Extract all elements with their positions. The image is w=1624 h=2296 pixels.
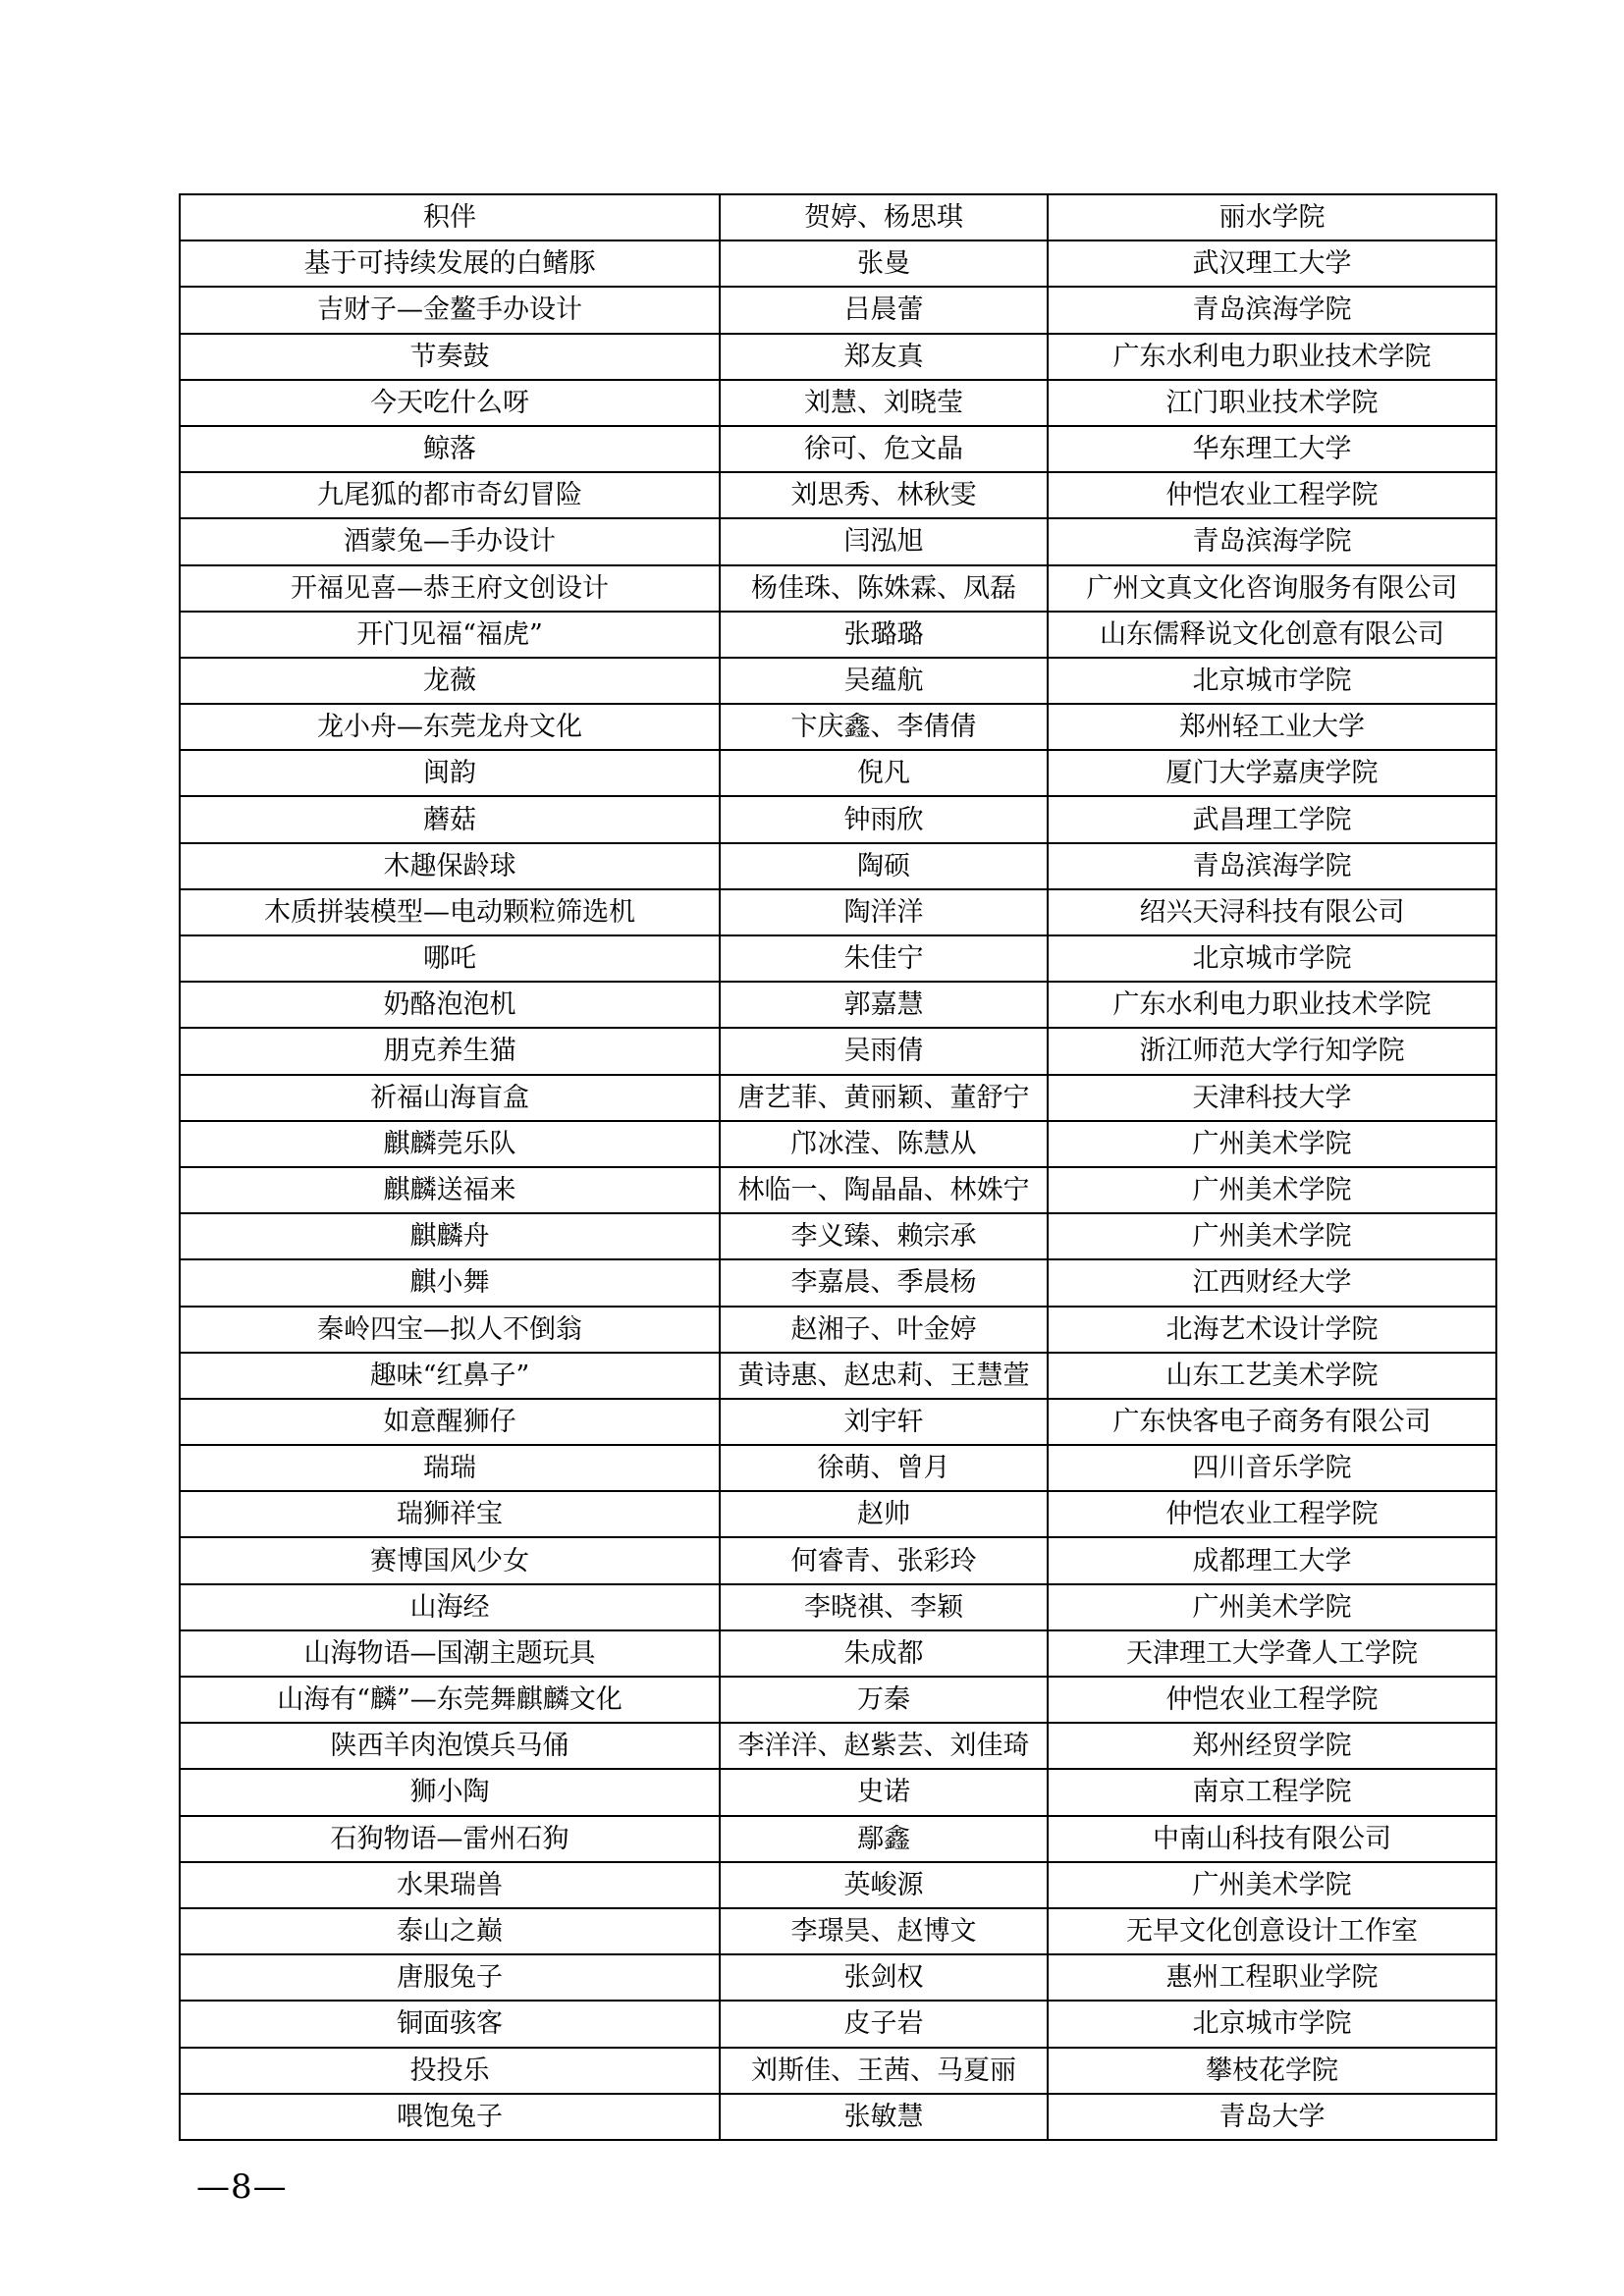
author-names-cell: 钟雨欣 bbox=[720, 796, 1048, 842]
institution-cell: 北海艺术设计学院 bbox=[1048, 1307, 1496, 1353]
author-names-cell: 吕晨蕾 bbox=[720, 287, 1048, 333]
author-names-cell: 唐艺菲、黄丽颖、董舒宁 bbox=[720, 1075, 1048, 1121]
institution-cell: 广州美术学院 bbox=[1048, 1121, 1496, 1167]
author-names-cell: 徐萌、曾月 bbox=[720, 1445, 1048, 1491]
author-names-cell: 鄢鑫 bbox=[720, 1816, 1048, 1862]
institution-cell: 广东水利电力职业技术学院 bbox=[1048, 334, 1496, 380]
table-row bbox=[180, 1028, 1496, 1074]
work-title-cell: 开福见喜—恭王府文创设计 bbox=[180, 565, 720, 612]
work-title-cell: 瑞狮祥宝 bbox=[180, 1491, 720, 1537]
institution-cell: 江门职业技术学院 bbox=[1048, 380, 1496, 426]
institution-cell: 天津科技大学 bbox=[1048, 1075, 1496, 1121]
author-names-cell: 徐可、危文晶 bbox=[720, 426, 1048, 472]
institution-cell: 广州美术学院 bbox=[1048, 1862, 1496, 1908]
author-names-cell: 郭嘉慧 bbox=[720, 982, 1048, 1028]
institution-cell: 广州美术学院 bbox=[1048, 1213, 1496, 1259]
table-row bbox=[180, 1075, 1496, 1121]
table-row bbox=[180, 1862, 1496, 1908]
work-title-cell: 龙小舟—东莞龙舟文化 bbox=[180, 704, 720, 750]
work-title-cell: 石狗物语—雷州石狗 bbox=[180, 1816, 720, 1862]
institution-cell: 郑州经贸学院 bbox=[1048, 1723, 1496, 1769]
author-names-cell: 李义臻、赖宗承 bbox=[720, 1213, 1048, 1259]
institution-cell: 南京工程学院 bbox=[1048, 1769, 1496, 1815]
award-list-table bbox=[179, 193, 1497, 2141]
author-names-cell: 李璟昊、赵博文 bbox=[720, 1908, 1048, 1954]
institution-cell: 广东水利电力职业技术学院 bbox=[1048, 982, 1496, 1028]
author-names-cell: 陶洋洋 bbox=[720, 889, 1048, 935]
table-row bbox=[180, 1213, 1496, 1259]
institution-cell: 四川音乐学院 bbox=[1048, 1445, 1496, 1491]
author-names-cell: 倪凡 bbox=[720, 750, 1048, 796]
author-names-cell: 何睿青、张彩玲 bbox=[720, 1537, 1048, 1583]
institution-cell: 北京城市学院 bbox=[1048, 658, 1496, 704]
table-row bbox=[180, 1723, 1496, 1769]
institution-cell: 武昌理工学院 bbox=[1048, 796, 1496, 842]
author-names-cell: 张曼 bbox=[720, 240, 1048, 287]
table-row bbox=[180, 658, 1496, 704]
institution-cell: 丽水学院 bbox=[1048, 194, 1496, 240]
work-title-cell: 节奏鼓 bbox=[180, 334, 720, 380]
institution-cell: 山东儒释说文化创意有限公司 bbox=[1048, 612, 1496, 658]
table-row bbox=[180, 1677, 1496, 1723]
author-names-cell: 刘思秀、林秋雯 bbox=[720, 472, 1048, 518]
table-row bbox=[180, 1816, 1496, 1862]
work-title-cell: 九尾狐的都市奇幻冒险 bbox=[180, 472, 720, 518]
author-names-cell: 刘斯佳、王茜、马夏丽 bbox=[720, 2048, 1048, 2094]
author-names-cell: 刘慧、刘晓莹 bbox=[720, 380, 1048, 426]
table-row bbox=[180, 1121, 1496, 1167]
work-title-cell: 赛博国风少女 bbox=[180, 1537, 720, 1583]
institution-cell: 广东快客电子商务有限公司 bbox=[1048, 1399, 1496, 1445]
work-title-cell: 开门见福“福虎” bbox=[180, 612, 720, 658]
table-row bbox=[180, 750, 1496, 796]
table-row bbox=[180, 1353, 1496, 1399]
institution-cell: 北京城市学院 bbox=[1048, 2001, 1496, 2047]
author-names-cell: 朱成都 bbox=[720, 1630, 1048, 1677]
institution-cell: 无早文化创意设计工作室 bbox=[1048, 1908, 1496, 1954]
table-row bbox=[180, 1537, 1496, 1583]
work-title-cell: 今天吃什么呀 bbox=[180, 380, 720, 426]
institution-cell: 广州文真文化咨询服务有限公司 bbox=[1048, 565, 1496, 612]
author-names-cell: 贺婷、杨思琪 bbox=[720, 194, 1048, 240]
author-names-cell: 吴雨倩 bbox=[720, 1028, 1048, 1074]
work-title-cell: 瑞瑞 bbox=[180, 1445, 720, 1491]
author-names-cell: 郑友真 bbox=[720, 334, 1048, 380]
institution-cell: 郑州轻工业大学 bbox=[1048, 704, 1496, 750]
author-names-cell: 吴蕴航 bbox=[720, 658, 1048, 704]
author-names-cell: 黄诗惠、赵忠莉、王慧萱 bbox=[720, 1353, 1048, 1399]
table-row bbox=[180, 2048, 1496, 2094]
work-title-cell: 喂饱兔子 bbox=[180, 2094, 720, 2140]
work-title-cell: 泰山之巅 bbox=[180, 1908, 720, 1954]
table-row bbox=[180, 704, 1496, 750]
table-row bbox=[180, 565, 1496, 612]
author-names-cell: 卞庆鑫、李倩倩 bbox=[720, 704, 1048, 750]
author-names-cell: 邝冰滢、陈慧从 bbox=[720, 1121, 1048, 1167]
author-names-cell: 李嘉晨、季晨杨 bbox=[720, 1259, 1048, 1306]
author-names-cell: 闫泓旭 bbox=[720, 518, 1048, 564]
author-names-cell: 陶硕 bbox=[720, 843, 1048, 889]
table-row bbox=[180, 426, 1496, 472]
table-row bbox=[180, 612, 1496, 658]
table-row bbox=[180, 889, 1496, 935]
institution-cell: 仲恺农业工程学院 bbox=[1048, 1491, 1496, 1537]
institution-cell: 惠州工程职业学院 bbox=[1048, 1954, 1496, 2001]
institution-cell: 中南山科技有限公司 bbox=[1048, 1816, 1496, 1862]
table-row bbox=[180, 1445, 1496, 1491]
work-title-cell: 朋克养生猫 bbox=[180, 1028, 720, 1074]
institution-cell: 天津理工大学聋人工学院 bbox=[1048, 1630, 1496, 1677]
table-row bbox=[180, 1769, 1496, 1815]
institution-cell: 仲恺农业工程学院 bbox=[1048, 1677, 1496, 1723]
institution-cell: 广州美术学院 bbox=[1048, 1584, 1496, 1630]
institution-cell: 广州美术学院 bbox=[1048, 1167, 1496, 1213]
author-names-cell: 万秦 bbox=[720, 1677, 1048, 1723]
work-title-cell: 鲸落 bbox=[180, 426, 720, 472]
work-title-cell: 唐服兔子 bbox=[180, 1954, 720, 2001]
author-names-cell: 史诺 bbox=[720, 1769, 1048, 1815]
work-title-cell: 麒麟莞乐队 bbox=[180, 1121, 720, 1167]
author-names-cell: 赵湘子、叶金婷 bbox=[720, 1307, 1048, 1353]
table-row bbox=[180, 935, 1496, 982]
table-row bbox=[180, 518, 1496, 564]
author-names-cell: 刘宇轩 bbox=[720, 1399, 1048, 1445]
table-row bbox=[180, 1167, 1496, 1213]
institution-cell: 北京城市学院 bbox=[1048, 935, 1496, 982]
work-title-cell: 奶酪泡泡机 bbox=[180, 982, 720, 1028]
author-names-cell: 张敏慧 bbox=[720, 2094, 1048, 2140]
table-row bbox=[180, 1584, 1496, 1630]
table-row bbox=[180, 796, 1496, 842]
work-title-cell: 投投乐 bbox=[180, 2048, 720, 2094]
work-title-cell: 山海经 bbox=[180, 1584, 720, 1630]
work-title-cell: 龙薇 bbox=[180, 658, 720, 704]
work-title-cell: 麒小舞 bbox=[180, 1259, 720, 1306]
institution-cell: 浙江师范大学行知学院 bbox=[1048, 1028, 1496, 1074]
work-title-cell: 木质拼装模型—电动颗粒筛选机 bbox=[180, 889, 720, 935]
work-title-cell: 祈福山海盲盒 bbox=[180, 1075, 720, 1121]
author-names-cell: 英峻源 bbox=[720, 1862, 1048, 1908]
table-row bbox=[180, 240, 1496, 287]
author-names-cell: 张剑权 bbox=[720, 1954, 1048, 2001]
institution-cell: 青岛大学 bbox=[1048, 2094, 1496, 2140]
institution-cell: 江西财经大学 bbox=[1048, 1259, 1496, 1306]
work-title-cell: 麒麟舟 bbox=[180, 1213, 720, 1259]
work-title-cell: 蘑菇 bbox=[180, 796, 720, 842]
table-row bbox=[180, 287, 1496, 333]
work-title-cell: 闽韵 bbox=[180, 750, 720, 796]
table-row bbox=[180, 2001, 1496, 2047]
work-title-cell: 山海有“麟”—东莞舞麒麟文化 bbox=[180, 1677, 720, 1723]
author-names-cell: 林临一、陶晶晶、林姝宁 bbox=[720, 1167, 1048, 1213]
author-names-cell: 杨佳珠、陈姝霖、凤磊 bbox=[720, 565, 1048, 612]
institution-cell: 青岛滨海学院 bbox=[1048, 287, 1496, 333]
table-row bbox=[180, 1399, 1496, 1445]
table-row bbox=[180, 1908, 1496, 1954]
work-title-cell: 哪吒 bbox=[180, 935, 720, 982]
table-row bbox=[180, 334, 1496, 380]
institution-cell: 青岛滨海学院 bbox=[1048, 518, 1496, 564]
work-title-cell: 木趣保龄球 bbox=[180, 843, 720, 889]
author-names-cell: 张璐璐 bbox=[720, 612, 1048, 658]
work-title-cell: 麒麟送福来 bbox=[180, 1167, 720, 1213]
table-row bbox=[180, 843, 1496, 889]
table-row bbox=[180, 380, 1496, 426]
author-names-cell: 李晓祺、李颖 bbox=[720, 1584, 1048, 1630]
author-names-cell: 皮子岩 bbox=[720, 2001, 1048, 2047]
work-title-cell: 趣味“红鼻子” bbox=[180, 1353, 720, 1399]
page-number: —8— bbox=[196, 2167, 288, 2207]
table-row bbox=[180, 1307, 1496, 1353]
work-title-cell: 基于可持续发展的白鳍豚 bbox=[180, 240, 720, 287]
work-title-cell: 秦岭四宝—拟人不倒翁 bbox=[180, 1307, 720, 1353]
work-title-cell: 狮小陶 bbox=[180, 1769, 720, 1815]
institution-cell: 青岛滨海学院 bbox=[1048, 843, 1496, 889]
work-title-cell: 积伴 bbox=[180, 194, 720, 240]
table-row bbox=[180, 2094, 1496, 2140]
work-title-cell: 陕西羊肉泡馍兵马俑 bbox=[180, 1723, 720, 1769]
work-title-cell: 水果瑞兽 bbox=[180, 1862, 720, 1908]
institution-cell: 绍兴天浔科技有限公司 bbox=[1048, 889, 1496, 935]
table-row bbox=[180, 472, 1496, 518]
table-row bbox=[180, 1491, 1496, 1537]
table-row bbox=[180, 1630, 1496, 1677]
institution-cell: 厦门大学嘉庚学院 bbox=[1048, 750, 1496, 796]
table-row bbox=[180, 194, 1496, 240]
work-title-cell: 山海物语—国潮主题玩具 bbox=[180, 1630, 720, 1677]
work-title-cell: 酒蒙兔—手办设计 bbox=[180, 518, 720, 564]
table-row bbox=[180, 1954, 1496, 2001]
table-row bbox=[180, 982, 1496, 1028]
author-names-cell: 李洋洋、赵紫芸、刘佳琦 bbox=[720, 1723, 1048, 1769]
work-title-cell: 铜面骇客 bbox=[180, 2001, 720, 2047]
table-row bbox=[180, 1259, 1496, 1306]
work-title-cell: 如意醒狮仔 bbox=[180, 1399, 720, 1445]
institution-cell: 成都理工大学 bbox=[1048, 1537, 1496, 1583]
work-title-cell: 吉财子—金鳌手办设计 bbox=[180, 287, 720, 333]
institution-cell: 华东理工大学 bbox=[1048, 426, 1496, 472]
institution-cell: 武汉理工大学 bbox=[1048, 240, 1496, 287]
institution-cell: 山东工艺美术学院 bbox=[1048, 1353, 1496, 1399]
award-list-body bbox=[180, 194, 1496, 2140]
author-names-cell: 赵帅 bbox=[720, 1491, 1048, 1537]
institution-cell: 仲恺农业工程学院 bbox=[1048, 472, 1496, 518]
institution-cell: 攀枝花学院 bbox=[1048, 2048, 1496, 2094]
author-names-cell: 朱佳宁 bbox=[720, 935, 1048, 982]
